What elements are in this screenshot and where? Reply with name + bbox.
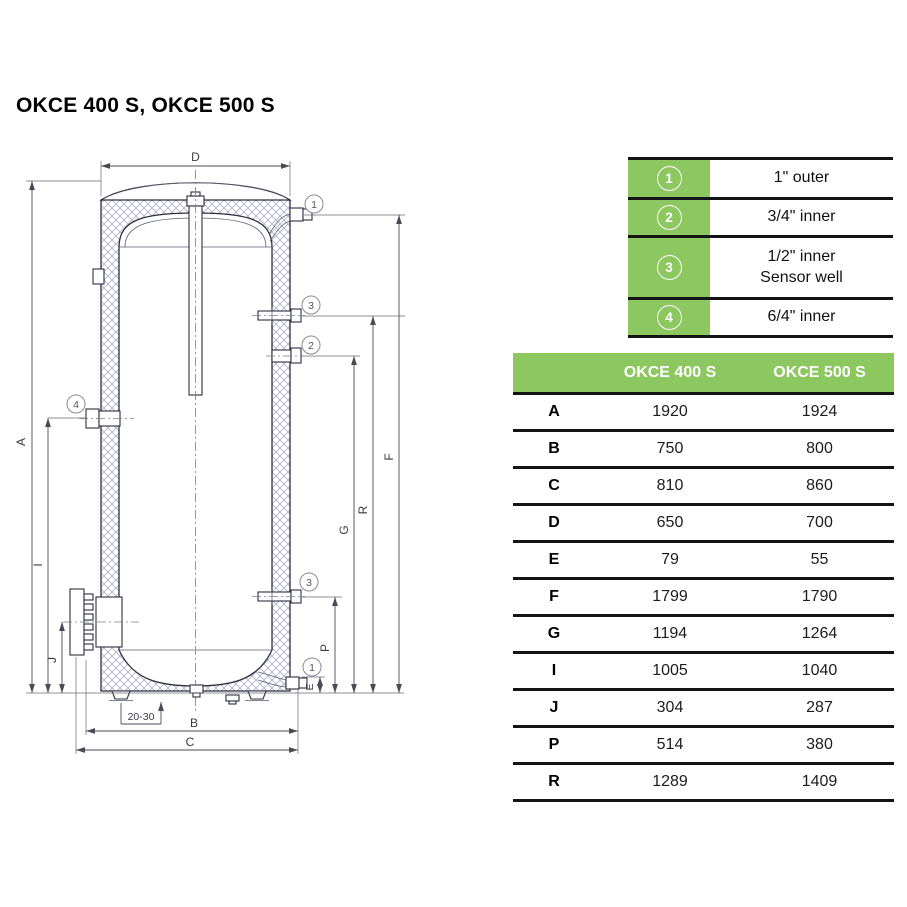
legend-size-label: 1/2" inner [767, 247, 836, 265]
svg-text:1: 1 [311, 198, 317, 211]
dim-label-c: C [185, 735, 195, 749]
svg-text:3: 3 [308, 299, 314, 312]
dim-letter: B [548, 440, 560, 457]
circled-number-1: 1 [657, 166, 682, 191]
table-row [513, 506, 894, 543]
dim-letter: G [547, 625, 561, 642]
dim-label-r: R [356, 505, 370, 515]
dimension-lines [32, 166, 399, 750]
legend-row [628, 297, 893, 335]
callout-1-top [305, 195, 323, 213]
dim-label-g: G [337, 525, 351, 535]
circled-number-3: 3 [657, 255, 682, 280]
legend-badge [628, 300, 710, 335]
table-row [513, 617, 894, 654]
legend-size-label: 3/4" inner [767, 208, 836, 226]
connection-2 [266, 348, 303, 363]
callout-4 [67, 395, 85, 413]
dim-letter: R [548, 773, 560, 790]
svg-text:2: 2 [308, 339, 314, 352]
page-title: OKCE 400 S, OKCE 500 S [16, 94, 275, 117]
extension-lines [26, 161, 405, 754]
callout-1-bottom [303, 658, 321, 676]
dim-value-500: 1264 [801, 625, 838, 642]
header-empty-cell [513, 353, 595, 392]
dim-value-400: 1289 [652, 773, 688, 790]
legend-size-label: 6/4" inner [767, 308, 836, 326]
callout-2 [302, 336, 320, 354]
dim-value-500: 700 [806, 514, 833, 531]
dim-label-a: A [14, 437, 28, 447]
dim-value-400: 79 [661, 551, 679, 568]
dim-value-500: 860 [806, 477, 833, 494]
dim-label-b: B [189, 716, 199, 730]
dim-label-foot-adjust: 20-30 [127, 711, 155, 723]
table-row [513, 469, 894, 506]
dim-letter: A [548, 403, 560, 420]
legend-size-label-2: Sensor well [760, 268, 843, 286]
header-model-1: OKCE 400 S [623, 363, 717, 381]
dim-letter: I [551, 662, 557, 679]
legend-badge [628, 238, 710, 297]
dim-value-500: 1790 [801, 588, 838, 605]
dim-letter: E [548, 551, 560, 568]
dim-value-400: 1005 [652, 662, 688, 679]
legend-row [628, 197, 893, 235]
wall-fitting [93, 269, 104, 284]
dim-value-500: 380 [806, 736, 833, 753]
technical-drawing [0, 140, 430, 790]
table-row [513, 765, 894, 802]
dim-value-400: 514 [656, 736, 684, 753]
legend-row [628, 157, 893, 197]
dim-value-400: 1194 [652, 625, 688, 642]
svg-text:3: 3 [306, 576, 312, 589]
circled-number-4: 4 [657, 305, 682, 330]
svg-text:4: 4 [73, 398, 79, 411]
table-row [513, 691, 894, 728]
legend-badge [628, 160, 710, 197]
table-row [513, 432, 894, 469]
svg-text:1: 1 [309, 661, 315, 674]
callout-3-lower [300, 573, 318, 591]
table-row [513, 395, 894, 432]
dimensions-table [513, 353, 894, 802]
dim-value-400: 1799 [652, 588, 688, 605]
dim-label-j: J [45, 657, 59, 663]
table-row [513, 580, 894, 617]
circled-number-2: 2 [657, 205, 682, 230]
dim-label-e: E [304, 683, 316, 691]
dim-value-500: 1924 [801, 403, 838, 420]
connection-4 [79, 409, 134, 428]
dim-value-500: 1409 [801, 773, 838, 790]
dim-label-p: P [318, 643, 332, 653]
table-row [513, 654, 894, 691]
dim-value-500: 800 [806, 440, 833, 457]
dim-value-400: 304 [656, 699, 684, 716]
dim-label-d: D [191, 150, 200, 164]
table-header [513, 353, 894, 395]
dim-value-500: 1040 [801, 662, 838, 679]
table-row [513, 728, 894, 765]
dim-value-400: 1920 [652, 403, 688, 420]
connections-legend-table [628, 157, 893, 338]
dim-value-500: 287 [806, 699, 833, 716]
dim-letter: J [549, 699, 559, 716]
dim-value-400: 750 [656, 440, 684, 457]
dim-letter: C [548, 477, 560, 494]
legend-size-label: 1" outer [773, 169, 830, 187]
dim-value-500: 55 [810, 551, 829, 568]
dim-label-i: I [31, 563, 45, 567]
table-row [513, 543, 894, 580]
dim-letter: D [548, 514, 560, 531]
legend-badge [628, 200, 710, 235]
header-model-2: OKCE 500 S [773, 363, 866, 381]
dim-value-400: 650 [656, 514, 684, 531]
dimension-labels [14, 150, 396, 749]
dim-letter: F [549, 588, 559, 605]
legend-row [628, 235, 893, 297]
dim-value-400: 810 [656, 477, 684, 494]
dim-label-f: F [382, 453, 396, 461]
heating-flange [63, 589, 139, 655]
dim-letter: P [548, 736, 560, 753]
callout-3-upper [302, 296, 320, 314]
